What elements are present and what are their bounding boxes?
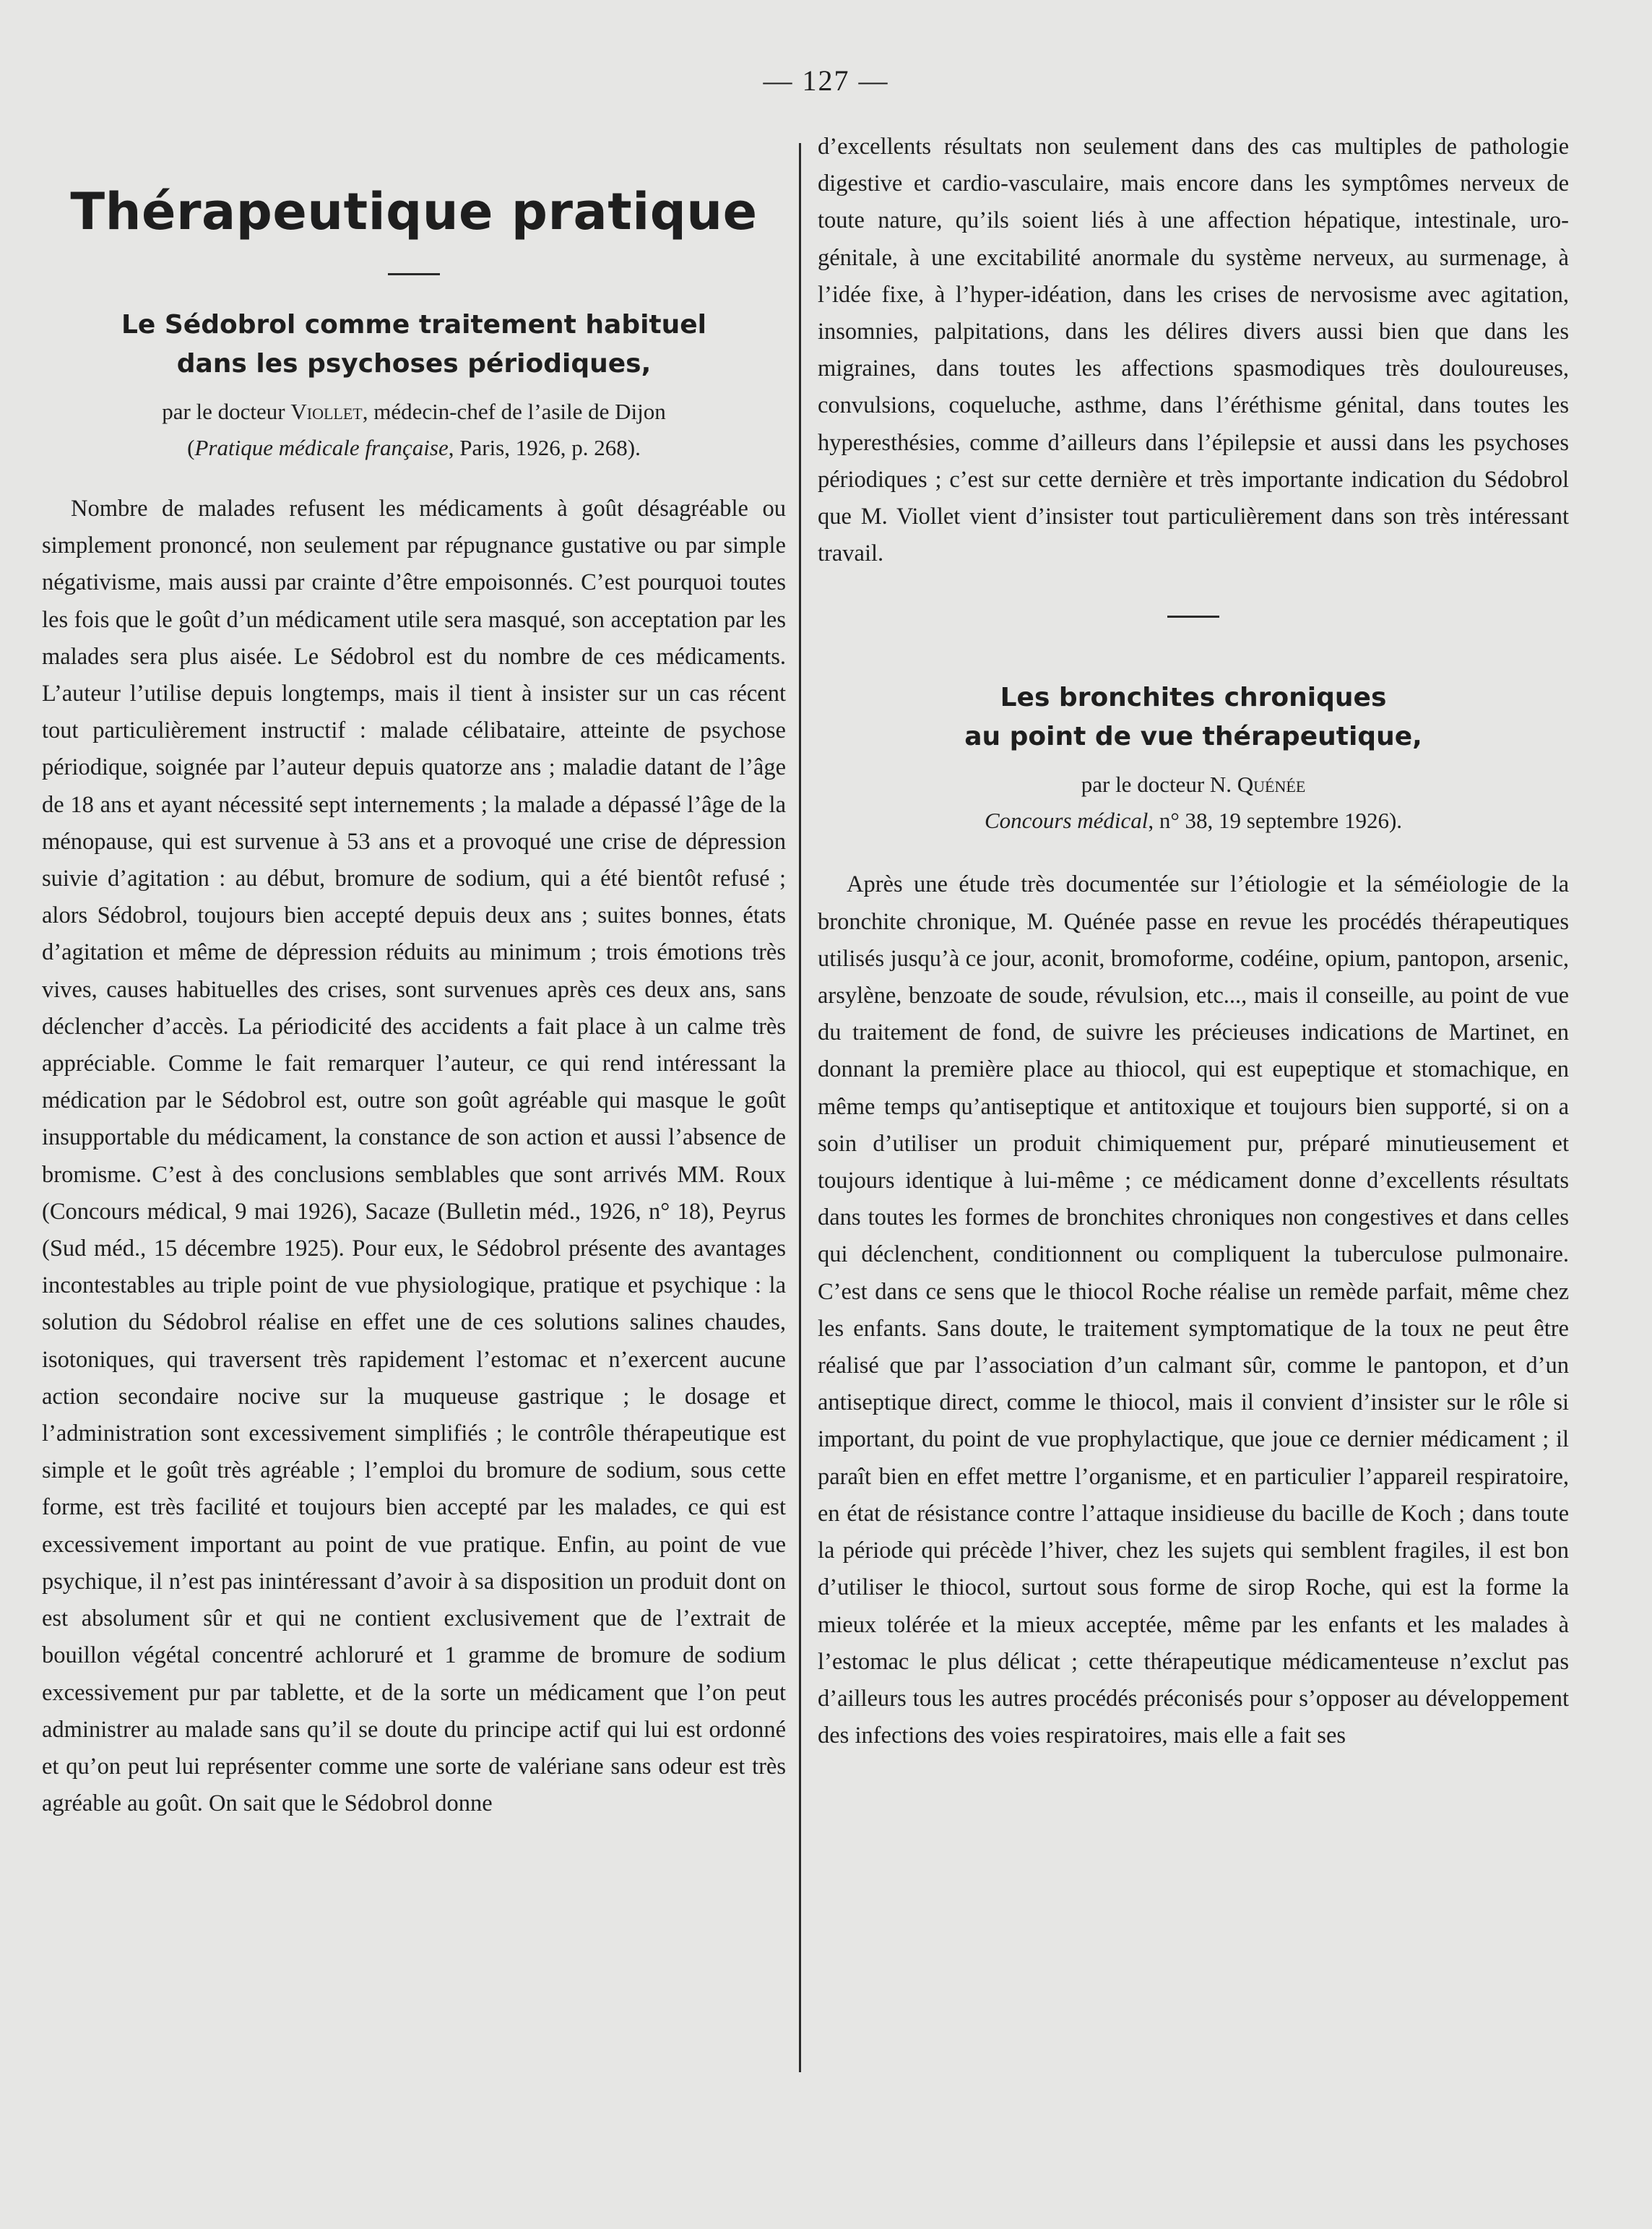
byline-2 — [818, 767, 1569, 803]
page-number: — 127 — — [763, 64, 889, 97]
byline-suffix: , médecin-chef de l’asile de Dijon — [362, 399, 666, 424]
article-title — [42, 306, 786, 384]
article-continuation: d’excellents résultats non seulement dans des cas multiples de pathologie digestive et cardio-vasculaire, mais encore dans les symptômes nerveux de toute nature, qu’ils soient liés à une affection hépatique, intestinale, uro-génitale, à une excitabilité anormale du système nerveux, au surmenage, à l’idée fixe, à l’hyper-idéation, dans les crises de nervosisme avec agitation, insomnies, palpitations, dans les délires divers aussi bien que dans les migraines, dans toutes les affections spasmodiques très douloureuses, convulsions, coqueluche, asthme, dans l’éréthisme génital, dans toutes les hyperesthésies, comme d’ailleurs dans l’épilepsie et aussi dans les psychoses périodiques ; c’est sur cette dernière et très importante indication du Sédobrol que M. Viollet vient d’insister tout particulièrement dans son très intéressant travail. — [818, 134, 1569, 567]
source-citation-2 — [818, 803, 1569, 839]
author-name: Viollet — [290, 399, 363, 424]
article-separator — [1167, 616, 1219, 618]
section-title: Thérapeutique pratique — [70, 182, 758, 241]
article-title-2 — [818, 678, 1569, 756]
right-column — [818, 129, 1569, 1754]
article-title-line-2: dans les psychoses périodiques, — [176, 349, 652, 379]
left-column — [42, 173, 786, 1822]
author-name-2: Quénée — [1237, 772, 1306, 798]
article-title-line-1: Le Sédobrol comme traitement habituel — [121, 310, 707, 340]
source-citation: (Pratique médicale française, Paris, 1926, p. 268). — [187, 435, 641, 460]
source-details: , Paris, 1926, p. 268). — [448, 435, 641, 460]
article2-title-line-1: Les bronchites chroniques — [1000, 683, 1387, 713]
source-title: Pratique médicale française — [194, 435, 449, 460]
title-rule — [388, 273, 440, 275]
source-title-2: Concours médical — [984, 808, 1149, 834]
byline — [42, 394, 786, 430]
source-details-2: , n° 38, 19 septembre 1926). — [1148, 808, 1403, 834]
article-body: Nombre de malades refusent les médicaments à goût désagréable ou simplement prononcé, non seulement par répugnance gustative ou par simple négativisme, mais aussi par crainte d’être empoisonnés. C’est pourquoi toutes les fois que le goût d’un médicament utile sera masqué, son acceptation par les malades sera plus aisée. Le Sédobrol est du nombre de ces médicaments. L’auteur l’utilise depuis longtemps, mais il tient à insister sur un cas récent tout particulièrement instructif : malade célibataire, atteinte de psychose périodique, soignée par l’auteur depuis quatorze ans ; maladie datant de l’âge de 18 ans et ayant nécessité sept internements ; la malade a dépassé l’âge de la ménopause, qui est survenue à 53 ans et a provoqué une crise de dépression suivie d’agitation : au début, bromure de sodium, qui a été bientôt refusé ; alors Sédobrol, toujours bien accepté depuis deux ans ; suites bonnes, états d’agitation et même de dépression réduits au minimum ; trois émotions très vives, causes habituelles des crises, sont survenues après ces deux ans, sans déclencher d’accès. La périodicité des accidents a fait place à un calme très appréciable. Comme le fait remarquer l’auteur, ce qui rend intéressant la médication par le Sédobrol est, outre son goût agréable qui masque le goût insupportable du médicament, la constance de son action et aussi l’absence de bromisme. C’est à des conclusions semblables que sont arrivés MM. Roux (Concours médical, 9 mai 1926), Sacaze (Bulletin méd., 1926, n° 18), Peyrus (Sud méd., 15 décembre 1925). Pour eux, le Sédobrol présente des avantages incontestables au triple point de vue physiologique, pratique et psychique : la solution du Sédobrol réalise en effet une de ces solutions salines chaudes, isotoniques, qui traversent très rapidement l’estomac et n’exercent aucune action secondaire nocive sur la muqueuse gastrique ; le dosage et l’administration sont excessivement simplifiés ; le contrôle thérapeutique est simple et le goût très agréable ; l’emploi du bromure de sodium, sous cette forme, est très facilité et toujours bien accepté par les malades, ce qui est excessivement important au point de vue pratique. Enfin, au point de vue psychique, il n’est pas inintéressant d’avoir à sa disposition un produit dont on est absolument sûr et qui ne contient exclusivement que de l’extrait de bouillon végétal concentré achloruré et 1 gramme de bromure de sodium excessivement pur par tablette, et de la sorte un médicament que l’on peut administrer au malade sans qu’il se doute du principe actif qui lui est ordonné et qu’on peut lui représenter comme une sorte de valériane sans odeur est très agréable au goût. On sait que le Sédobrol donne — [42, 496, 786, 1817]
byline-prefix: par le docteur — [162, 399, 291, 424]
article-body-2: Après une étude très documentée sur l’étiologie et la séméiologie de la bronchite chronique, M. Quénée passe en revue les procédés thérapeutiques utilisés jusqu’à ce jour, aconit, bromoforme, codéine, opium, pantopon, arsenic, arsylène, benzoate de soude, révulsion, etc..., mais il conseille, au point de vue du traitement de fond, de suivre les précieuses indications de Martinet, en donnant la première place au thiocol, qui est eupeptique et stomachique, en même temps qu’antiseptique et antitoxique et toujours bien supporté, si on a soin d’utiliser un produit chimiquement pur, préparé minutieusement et toujours identique à lui-même ; ce médicament donne d’excellents résultats dans toutes les formes de bronchites chroniques non congestives et dans celles qui déclenchent, conditionnent ou compliquent la tuberculose pulmonaire. C’est dans ce sens que le thiocol Roche réalise un remède parfait, même chez les enfants. Sans doute, le traitement symptomatique de la toux ne peut être réalisé que par l’association d’un calmant sûr, comme le pantopon, et d’un antiseptique direct, comme le thiocol, mais il convient d’insister sur le rôle si important, du point de vue prophylactique, que joue ce dernier médicament ; il paraît bien en effet mettre l’organisme, et en particulier l’appareil respiratoire, en état de résistance contre l’attaque insidieuse du bacille de Koch ; dans toute la période qui précède l’hiver, chez les sujets qui semblent fragiles, il est bon d’utiliser le thiocol, surtout sous forme de sirop Roche, qui est la forme la mieux tolérée et la mieux acceptée, même par les enfants et les malades à l’estomac le plus délicat ; cette thérapeutique médicamenteuse n’exclut pas d’ailleurs tous les autres procédés préconisés pour s’opposer au développement des infections des voies respiratoires, mais elle a fait ses — [818, 871, 1569, 1749]
byline2-prefix: par le docteur N. — [1081, 772, 1237, 798]
column-divider — [799, 143, 801, 2072]
article2-title-line-2: au point de vue thérapeutique, — [964, 722, 1422, 752]
